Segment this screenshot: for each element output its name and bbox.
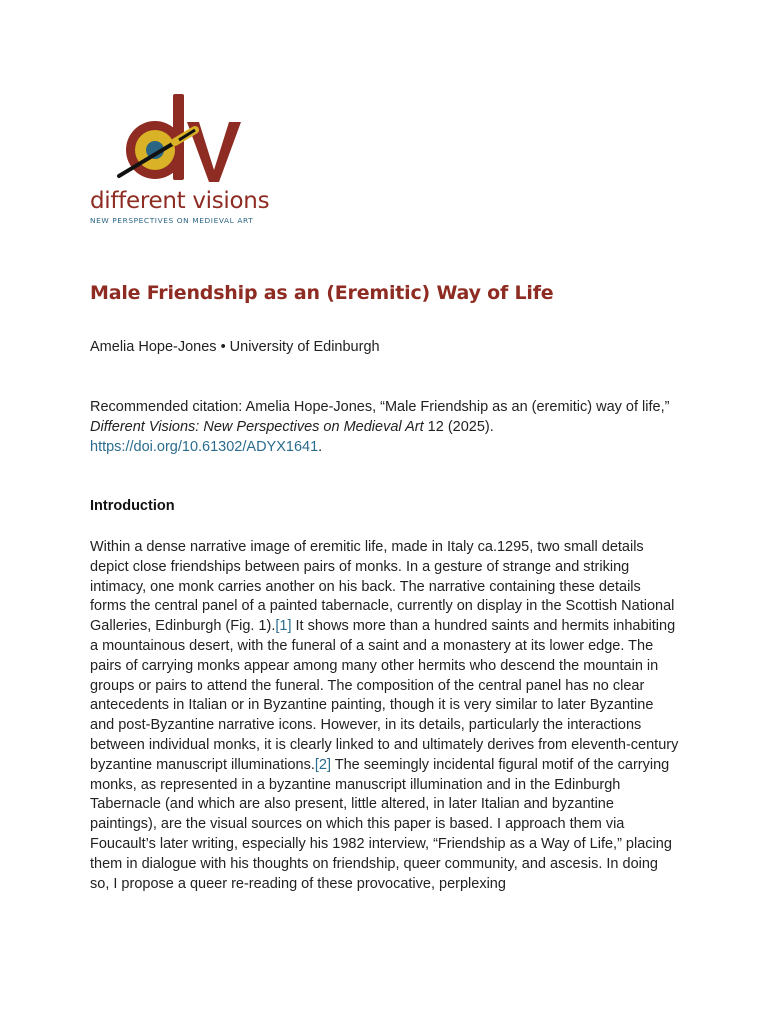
citation-prefix: Recommended citation: Amelia Hope-Jones, “Male Friendship as an (eremitic) way of life,” [90,399,670,415]
dv-logo-mark-icon [115,92,250,184]
logo-tagline: NEW PERSPECTIVES ON MEDIEVAL ART [90,216,254,225]
logo-wordmark: different visions [90,188,270,214]
introduction-paragraph [90,538,680,894]
different-visions-logo [90,92,290,232]
citation-journal: Different Visions: New Perspectives on Medieval Art [90,419,424,435]
paragraph-text-1: Within a dense narrative image of eremitic life, made in Italy ca.1295, two small details depict close friendships between pairs of monks. In a gesture of strange and striking intimacy, one monk carries another on his back. The narrative containing these details forms the central panel of a painted tabernacle, currently on display in the Scottish National Galleries, Edinburgh (Fig. 1). [90,539,675,635]
paragraph-text-2: It shows more than a hundred saints and hermits inhabiting a mountainous desert, with the funeral of a saint and a monastery at its lower edge. The pairs of carrying monks appear among many other hermits who descend the mountain in groups or pairs to attend the funeral. The composition of the central panel has no clear antecedents in Italian or in Byzantine painting, though it is very similar to later Byzantine and post-Byzantine narrative icons. However, in its details, particularly the interactions between individual monks, it is clearly linked to and ultimately derives from eleventh-century byzantine manuscript illuminations. [90,618,679,773]
recommended-citation [90,397,690,457]
paragraph-text-3: The seemingly incidental figural motif of the carrying monks, as represented in a byzantine manuscript illumination and in the Edinburgh Tabernacle (and which are also present, little altered, in later Italian and byzantine paintings), are the visual sources on which this paper is based. I approach them via Foucault’s later writing, especially his 1982 interview, “Friendship as a Way of Life,” placing them in dialogue with his thoughts on friendship, queer community, and ascesis. In doing so, I propose a queer re-reading of these provocative, perplexing [90,756,672,892]
doi-link[interactable]: https://doi.org/10.61302/ADYX1641 [90,439,319,455]
section-heading-introduction: Introduction [90,498,175,514]
citation-end: . [318,439,323,455]
footnote-link-2[interactable]: [2] [314,756,331,773]
citation-suffix: 12 (2025). [423,419,494,435]
footnote-link-1[interactable]: [1] [275,618,292,635]
article-title: Male Friendship as an (Eremitic) Way of Life [90,282,554,304]
author-line: Amelia Hope-Jones • University of Edinburgh [90,339,380,355]
